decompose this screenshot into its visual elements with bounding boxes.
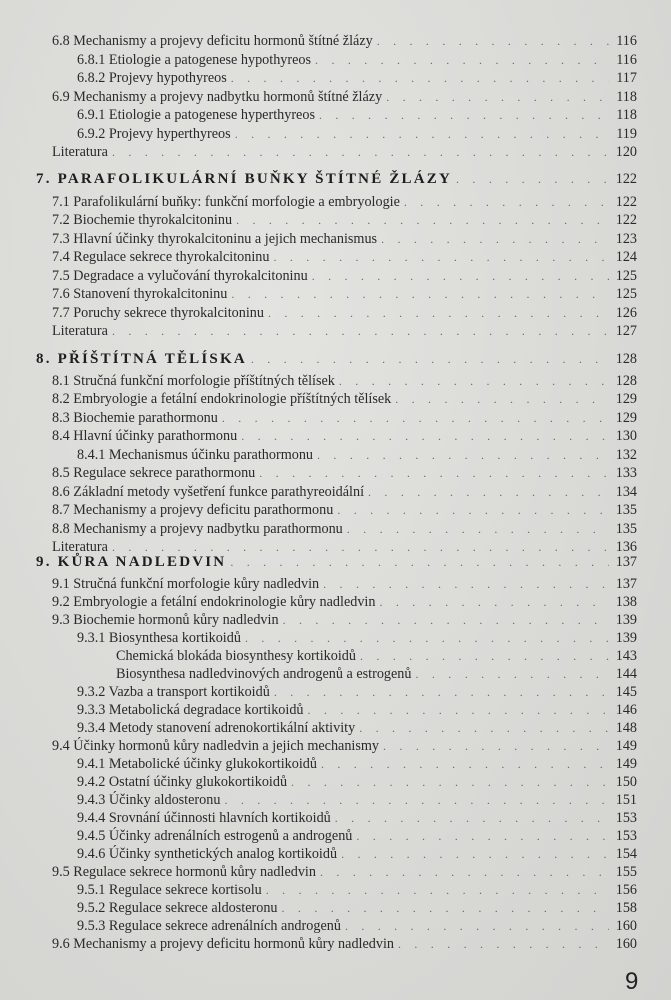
dot-leader (274, 683, 609, 702)
entry-title: 9.3.3 Metabolická degradace kortikoidů (77, 702, 304, 718)
toc-entry-line (116, 665, 637, 684)
entry-title: 6.8.2 Projevy hypothyreos (77, 70, 227, 86)
toc-entry-line (52, 248, 637, 267)
toc-entry (0, 193, 671, 212)
entry-title: 7.1 Parafolikulární buňky: funkční morfologie a embryologie (52, 194, 400, 210)
entry-title: Literatura (52, 144, 108, 160)
page-number: 9 (625, 968, 639, 995)
entry-page-number: 116 (616, 33, 637, 49)
entry-page-number: 138 (615, 594, 637, 610)
entry-title: 7.6 Stanovení thyrokalcitoninu (52, 286, 228, 302)
entry-page-number: 160 (615, 936, 637, 952)
toc-entry (0, 520, 671, 539)
toc-entry (0, 267, 671, 286)
dot-leader (315, 51, 609, 70)
entry-title: 9.2 Embryologie a fetální endokrinologie kůry nadledvin (52, 594, 376, 610)
entry-title: 8.2 Embryologie a fetální endokrinologie příštítných tělísek (52, 391, 392, 407)
toc-entry-line (77, 106, 637, 125)
toc-entry (0, 593, 671, 612)
entry-page-number: 119 (616, 126, 637, 142)
dot-leader (360, 647, 609, 666)
toc-entry-line (77, 845, 637, 864)
dot-leader (319, 106, 609, 125)
chapter-heading (0, 350, 671, 372)
toc-entry-line (77, 701, 637, 720)
entry-page-number: 139 (615, 630, 637, 646)
dot-leader (231, 285, 609, 304)
entry-title: 9.4.5 Účinky adrenálních estrogenů a androgenů (77, 828, 353, 844)
dot-leader (377, 32, 609, 51)
entry-page-number: 154 (615, 846, 637, 862)
toc-entry (0, 32, 671, 51)
entry-page-number: 122 (615, 194, 637, 210)
dot-leader (282, 899, 609, 918)
dot-leader (368, 483, 609, 502)
toc-entry-line (52, 520, 637, 539)
toc-entry (0, 791, 671, 810)
entry-title: 9.4.4 Srovnání účinnosti hlavních kortikoidů (77, 810, 331, 826)
toc-entry-line (36, 170, 637, 189)
toc-entry-line (52, 267, 637, 286)
dot-leader (347, 520, 609, 539)
dot-leader (337, 501, 609, 520)
dot-leader (259, 464, 609, 483)
entry-page-number: 135 (615, 521, 637, 537)
entry-page-number: 134 (615, 484, 637, 500)
entry-title: 9.1 Stručná funkční morfologie kůry nadledvin (52, 576, 320, 592)
entry-page-number: 137 (615, 576, 637, 592)
dot-leader (236, 211, 609, 230)
dot-leader (323, 575, 609, 594)
toc-entry (0, 899, 671, 918)
toc-entry-line (77, 629, 637, 648)
toc-entry-line (52, 32, 637, 51)
entry-title: 9.5.2 Regulace sekrece aldosteronu (77, 900, 278, 916)
toc-entry (0, 446, 671, 465)
entry-page-number: 133 (615, 465, 637, 481)
dot-leader (386, 88, 609, 107)
entry-title: 8.5 Regulace sekrece parathormonu (52, 465, 256, 481)
entry-title: 7.7 Poruchy sekrece thyrokalcitoninu (52, 305, 264, 321)
toc-entry-line (77, 51, 637, 70)
dot-leader (283, 611, 609, 630)
toc-entry-line (52, 427, 637, 446)
toc-entry-line (52, 193, 637, 212)
toc-entry (0, 917, 671, 936)
entry-page-number: 118 (616, 107, 637, 123)
toc-entry-line (77, 125, 637, 144)
entry-page-number: 125 (615, 286, 637, 302)
entry-title: 8.1 Stručná funkční morfologie příštítných tělísek (52, 373, 335, 389)
entry-title: 9.5.1 Regulace sekrece kortisolu (77, 882, 262, 898)
entry-title: Chemická blokáda biosynthesy kortikoidů (116, 648, 356, 664)
toc-entry-line (77, 881, 637, 900)
toc-entry-line (116, 647, 637, 666)
toc-entry (0, 827, 671, 846)
toc-entry (0, 809, 671, 828)
entry-title: 8.6 Základní metody vyšetření funkce parathyreoidální (52, 484, 365, 500)
dot-leader (308, 701, 609, 720)
toc-entry-line (52, 211, 637, 230)
entry-page-number: 128 (615, 351, 637, 367)
entry-page-number: 158 (615, 900, 637, 916)
entry-page-number: 139 (615, 612, 637, 628)
toc-entry-line (77, 917, 637, 936)
toc-entry-line (52, 322, 637, 341)
toc-entry-line (52, 390, 637, 409)
dot-leader (359, 719, 609, 738)
entry-page-number: 118 (616, 89, 637, 105)
dot-leader (456, 170, 609, 189)
dot-leader (341, 845, 609, 864)
dot-leader (356, 827, 609, 846)
toc-entry-line (52, 593, 637, 612)
dot-leader (230, 553, 609, 572)
toc-entry-line (77, 791, 637, 810)
entry-title: 9.4 Účinky hormonů kůry nadledvin a jejich mechanismy (52, 738, 380, 754)
toc-entry (0, 647, 671, 666)
dot-leader (317, 446, 609, 465)
toc-entry (0, 575, 671, 594)
toc-entry (0, 701, 671, 720)
toc-entry-line (52, 409, 637, 428)
toc-entry (0, 737, 671, 756)
toc-entry (0, 464, 671, 483)
entry-page-number: 144 (615, 666, 637, 682)
toc-entry (0, 665, 671, 684)
entry-page-number: 150 (615, 774, 637, 790)
dot-leader (321, 755, 609, 774)
toc-entry (0, 322, 671, 341)
dot-leader (345, 917, 609, 936)
entry-page-number: 127 (615, 323, 637, 339)
entry-page-number: 122 (615, 171, 637, 187)
entry-page-number: 136 (615, 539, 637, 555)
toc-entry-line (77, 809, 637, 828)
toc-entry-line (77, 719, 637, 738)
toc-entry (0, 51, 671, 70)
toc-entry-line (52, 501, 637, 520)
entry-page-number: 117 (616, 70, 637, 86)
entry-title: 7.2 Biochemie thyrokalcitoninu (52, 212, 233, 228)
dot-leader (268, 304, 609, 323)
entry-title: 9.5.3 Regulace sekrece adrenálních androgenů (77, 918, 341, 934)
entry-page-number: 129 (615, 391, 637, 407)
entry-title: 7.4 Regulace sekrece thyrokalcitoninu (52, 249, 270, 265)
chapter-heading (0, 553, 671, 575)
entry-title: 8.8 Mechanismy a projevy nadbytku parathormonu (52, 521, 343, 537)
entry-page-number: 143 (615, 648, 637, 664)
entry-title: 7.5 Degradace a vylučování thyrokalcitoninu (52, 268, 308, 284)
toc-entry (0, 409, 671, 428)
toc-entry-line (77, 773, 637, 792)
entry-title: 9.5 Regulace sekrece hormonů kůry nadledvin (52, 864, 316, 880)
toc-entry (0, 248, 671, 267)
toc-entry-line (52, 143, 637, 162)
toc-entry (0, 501, 671, 520)
chapter-heading (0, 170, 671, 192)
dot-leader (416, 665, 610, 684)
entry-page-number: 124 (615, 249, 637, 265)
dot-leader (224, 791, 609, 810)
entry-title: 9.4.2 Ostatní účinky glukokortikoidů (77, 774, 288, 790)
entry-page-number: 125 (615, 268, 637, 284)
toc-entry (0, 106, 671, 125)
toc-entry-line (52, 611, 637, 630)
toc-entry (0, 863, 671, 882)
entry-page-number: 146 (615, 702, 637, 718)
toc-entry-line (77, 446, 637, 465)
dot-leader (335, 809, 609, 828)
toc-entry-line (36, 350, 637, 369)
entry-page-number: 116 (616, 52, 637, 68)
entry-page-number: 129 (615, 410, 637, 426)
toc-entry (0, 285, 671, 304)
entry-page-number: 128 (615, 373, 637, 389)
entry-page-number: 153 (615, 810, 637, 826)
entry-title: 8. PŘÍŠTÍTNÁ TĚLÍSKA (36, 351, 247, 367)
toc-entry-line (52, 230, 637, 249)
dot-leader (395, 390, 609, 409)
entry-title: 9.4.6 Účinky synthetických analog kortikoidů (77, 846, 338, 862)
toc-entry-line (52, 737, 637, 756)
dot-leader (381, 230, 609, 249)
toc-entry-line (52, 88, 637, 107)
dot-leader (251, 350, 609, 369)
toc-entry (0, 304, 671, 323)
entry-page-number: 123 (615, 231, 637, 247)
dot-leader (241, 427, 609, 446)
toc-entry (0, 719, 671, 738)
toc-entry (0, 372, 671, 391)
toc-entry (0, 845, 671, 864)
toc-entry (0, 483, 671, 502)
entry-page-number: 149 (615, 756, 637, 772)
toc-entry (0, 611, 671, 630)
entry-title: 6.8.1 Etiologie a patogenese hypothyreos (77, 52, 312, 68)
entry-page-number: 137 (615, 554, 637, 570)
toc-entry-line (77, 827, 637, 846)
toc-entry (0, 211, 671, 230)
toc-entry (0, 88, 671, 107)
toc-entry (0, 230, 671, 249)
toc-entry-line (52, 483, 637, 502)
entry-title: 6.9 Mechanismy a projevy nadbytku hormonů štítné žlázy (52, 89, 383, 105)
dot-leader (320, 863, 609, 882)
dot-leader (112, 322, 609, 341)
toc-entry-line (52, 372, 637, 391)
toc-entry-line (77, 69, 637, 88)
toc-entry (0, 773, 671, 792)
entry-page-number: 130 (615, 428, 637, 444)
entry-title: 7.3 Hlavní účinky thyrokalcitoninu a jejich mechanismus (52, 231, 378, 247)
toc-entry-line (52, 464, 637, 483)
dot-leader (266, 881, 609, 900)
entry-title: 7. PARAFOLIKULÁRNÍ BUŇKY ŠTÍTNÉ ŽLÁZY (36, 171, 453, 187)
toc-entry (0, 390, 671, 409)
toc-entry-line (77, 683, 637, 702)
entry-page-number: 149 (615, 738, 637, 754)
dot-leader (398, 935, 609, 954)
toc-entry-line (77, 899, 637, 918)
entry-title: 9.3 Biochemie hormonů kůry nadledvin (52, 612, 279, 628)
toc-entry-line (52, 304, 637, 323)
entry-page-number: 126 (615, 305, 637, 321)
toc-entry (0, 125, 671, 144)
toc-entry-line (52, 863, 637, 882)
entry-page-number: 160 (615, 918, 637, 934)
entry-page-number: 120 (615, 144, 637, 160)
toc-entry (0, 143, 671, 162)
dot-leader (235, 125, 609, 144)
toc-entry-line (52, 285, 637, 304)
entry-title: 6.9.1 Etiologie a patogenese hyperthyreos (77, 107, 315, 123)
dot-leader (379, 593, 609, 612)
toc-entry (0, 683, 671, 702)
entry-page-number: 156 (615, 882, 637, 898)
entry-title: 9. KŮRA NADLEDVIN (36, 554, 227, 570)
entry-title: 8.7 Mechanismy a projevy deficitu parathormonu (52, 502, 334, 518)
dot-leader (339, 372, 609, 391)
dot-leader (312, 267, 609, 286)
entry-title: Literatura (52, 323, 108, 339)
entry-title: 9.4.3 Účinky aldosteronu (77, 792, 221, 808)
toc-entry-line (52, 575, 637, 594)
toc-entry-line (36, 553, 637, 572)
entry-title: Literatura (52, 539, 108, 555)
entry-title: 8.3 Biochemie parathormonu (52, 410, 218, 426)
dot-leader (291, 773, 609, 792)
toc-entry (0, 427, 671, 446)
entry-page-number: 132 (615, 447, 637, 463)
entry-title: 9.3.2 Vazba a transport kortikoidů (77, 684, 270, 700)
dot-leader (245, 629, 609, 648)
entry-page-number: 145 (615, 684, 637, 700)
dot-leader (112, 143, 609, 162)
toc-entry (0, 935, 671, 954)
dot-leader (222, 409, 609, 428)
entry-title: 9.3.4 Metody stanovení adrenokortikální aktivity (77, 720, 356, 736)
entry-title: 9.4.1 Metabolické účinky glukokortikoidů (77, 756, 317, 772)
toc-entry-line (52, 935, 637, 954)
toc-entry (0, 755, 671, 774)
toc-entry (0, 629, 671, 648)
entry-title: 9.6 Mechanismy a projevy deficitu hormonů kůry nadledvin (52, 936, 394, 952)
dot-leader (404, 193, 609, 212)
entry-title: 8.4.1 Mechanismus účinku parathormonu (77, 447, 314, 463)
dot-leader (383, 737, 609, 756)
entry-page-number: 155 (615, 864, 637, 880)
entry-title: 9.3.1 Biosynthesa kortikoidů (77, 630, 241, 646)
entry-page-number: 122 (615, 212, 637, 228)
entry-title: Biosynthesa nadledvinových androgenů a estrogenů (116, 666, 412, 682)
entry-title: 6.9.2 Projevy hyperthyreos (77, 126, 231, 142)
entry-page-number: 153 (615, 828, 637, 844)
dot-leader (231, 69, 609, 88)
entry-title: 8.4 Hlavní účinky parathormonu (52, 428, 238, 444)
toc-entry (0, 881, 671, 900)
entry-page-number: 151 (615, 792, 637, 808)
toc-entry (0, 69, 671, 88)
toc-entry-line (77, 755, 637, 774)
dot-leader (273, 248, 609, 267)
entry-page-number: 148 (615, 720, 637, 736)
entry-page-number: 135 (615, 502, 637, 518)
entry-title: 6.8 Mechanismy a projevy deficitu hormonů štítné žlázy (52, 33, 373, 49)
